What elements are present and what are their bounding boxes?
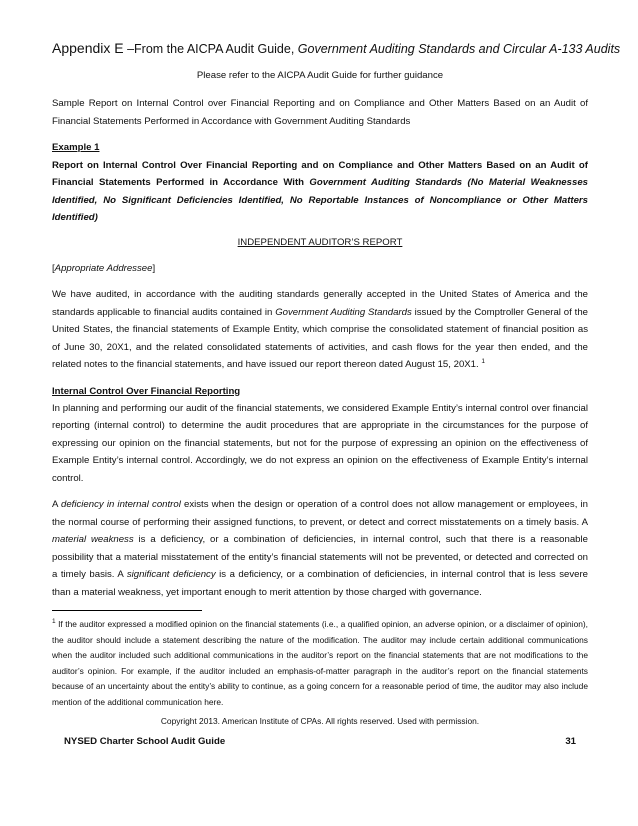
appendix-title bbox=[52, 40, 621, 56]
appendix-source: –From the AICPA Audit Guide, bbox=[123, 42, 298, 56]
section-heading-internal-control: Internal Control Over Financial Reporting bbox=[52, 385, 241, 397]
addressee-text: Appropriate Addressee bbox=[54, 262, 153, 274]
footnote-number: 1 bbox=[52, 618, 56, 626]
example-heading-italic: Government Auditing Standards (No Material Weaknesses Identified, No Significant Deficiencies Identified, No Reportable Instances of Noncompliance or Other Matters Identified) bbox=[52, 177, 588, 223]
report-title: INDEPENDENT AUDITOR’S REPORT bbox=[237, 236, 403, 248]
page-footer bbox=[52, 736, 588, 747]
example-label: Example 1 bbox=[52, 142, 100, 153]
definitions-paragraph: A deficiency in internal control exists when the design or operation of a control does not allow management or employees, in the normal course of performing their assigned functions, to prevent, or detect and correct misstatements on a timely basis. A material weakness is a deficiency, or a combination of deficiencies, in internal control, such that there is a reasonable possibility that a material misstatement of the entity’s financial statements will not be prevented, or detected and corrected on a timely basis. A significant deficiency is a deficiency, or a combination of deficiencies, in internal control that is less severe than a material weakness, yet important enough to merit attention by those charged with governance. bbox=[52, 499, 588, 598]
appendix-label: Appendix E bbox=[52, 40, 124, 56]
internal-control-paragraph: In planning and performing our audit of the financial statements, we considered Example Entity’s internal control over financial reporting (internal control) to determine the audit procedures that are appropriate in the circumstances for the purpose of expressing our opinion on the financial statements, but not for the purpose of expressing an opinion on the effectiveness of Example Entity’s internal control. Accordingly, we do not express an opinion on the effectiveness of Example Entity’s internal control. bbox=[52, 402, 588, 484]
footer-guide-name: NYSED Charter School Audit Guide bbox=[64, 736, 226, 747]
footnote-divider bbox=[52, 610, 202, 611]
audit-paragraph: We have audited, in accordance with the auditing standards generally accepted in the United States of America and the standards applicable to financial audits contained in Government Auditing Standards issued by the Comptroller General of the United States, the financial statements of Example Entity, which comprise the consolidated statement of financial position as of June 30, 20X1, and the related consolidated statements of activities, and cash flows for the year then ended, and the related notes to the financial statements, and have issued our report thereon dated August 15, 20X1. $^1$ bbox=[52, 289, 588, 370]
addressee: [Appropriate Addressee] bbox=[52, 262, 156, 274]
refer-note: Please refer to the AICPA Audit Guide for further guidance bbox=[196, 70, 444, 81]
copyright-notice: Copyright 2013. American Institute of CPAs. All rights reserved. Used with permission. bbox=[160, 716, 480, 726]
footnote bbox=[52, 617, 588, 710]
footnote-text: If the auditor expressed a modified opinion on the financial statements (i.e., a qualified opinion, an adverse opinion, or a disclaimer of opinion), the auditor should include a statement describing the nature of the modification. The auditor may include certain additional communications when the auditor included such additional communications in the auditor’s report on the financial statements that are not modifications to the auditor’s opinion. For example, if the auditor included an emphasis-of-matter paragraph in the auditor’s report on the financial statements because of an uncertainty about the entity’s ability to continue, as a going concern for a reasonable period of time, the auditor may also include mention of the additional communication here. bbox=[52, 619, 588, 707]
example-heading bbox=[52, 139, 588, 227]
document-page bbox=[52, 40, 621, 747]
guide-title: Government Auditing Standards and Circular A-133 Audits bbox=[297, 42, 621, 56]
intro-paragraph: Sample Report on Internal Control over Financial Reporting and on Compliance and Other Matters Based on an Audit of Financial Statements Performed in Accordance with Government Auditing Standards bbox=[52, 98, 588, 127]
example-heading-text: Report on Internal Control Over Financial Reporting and on Compliance and Other Matters Based on an Audit of Financial Statements Performed in Accordance With bbox=[52, 159, 588, 188]
page-number: 31 bbox=[565, 736, 576, 747]
footnote-ref[interactable]: 1 bbox=[481, 357, 485, 365]
